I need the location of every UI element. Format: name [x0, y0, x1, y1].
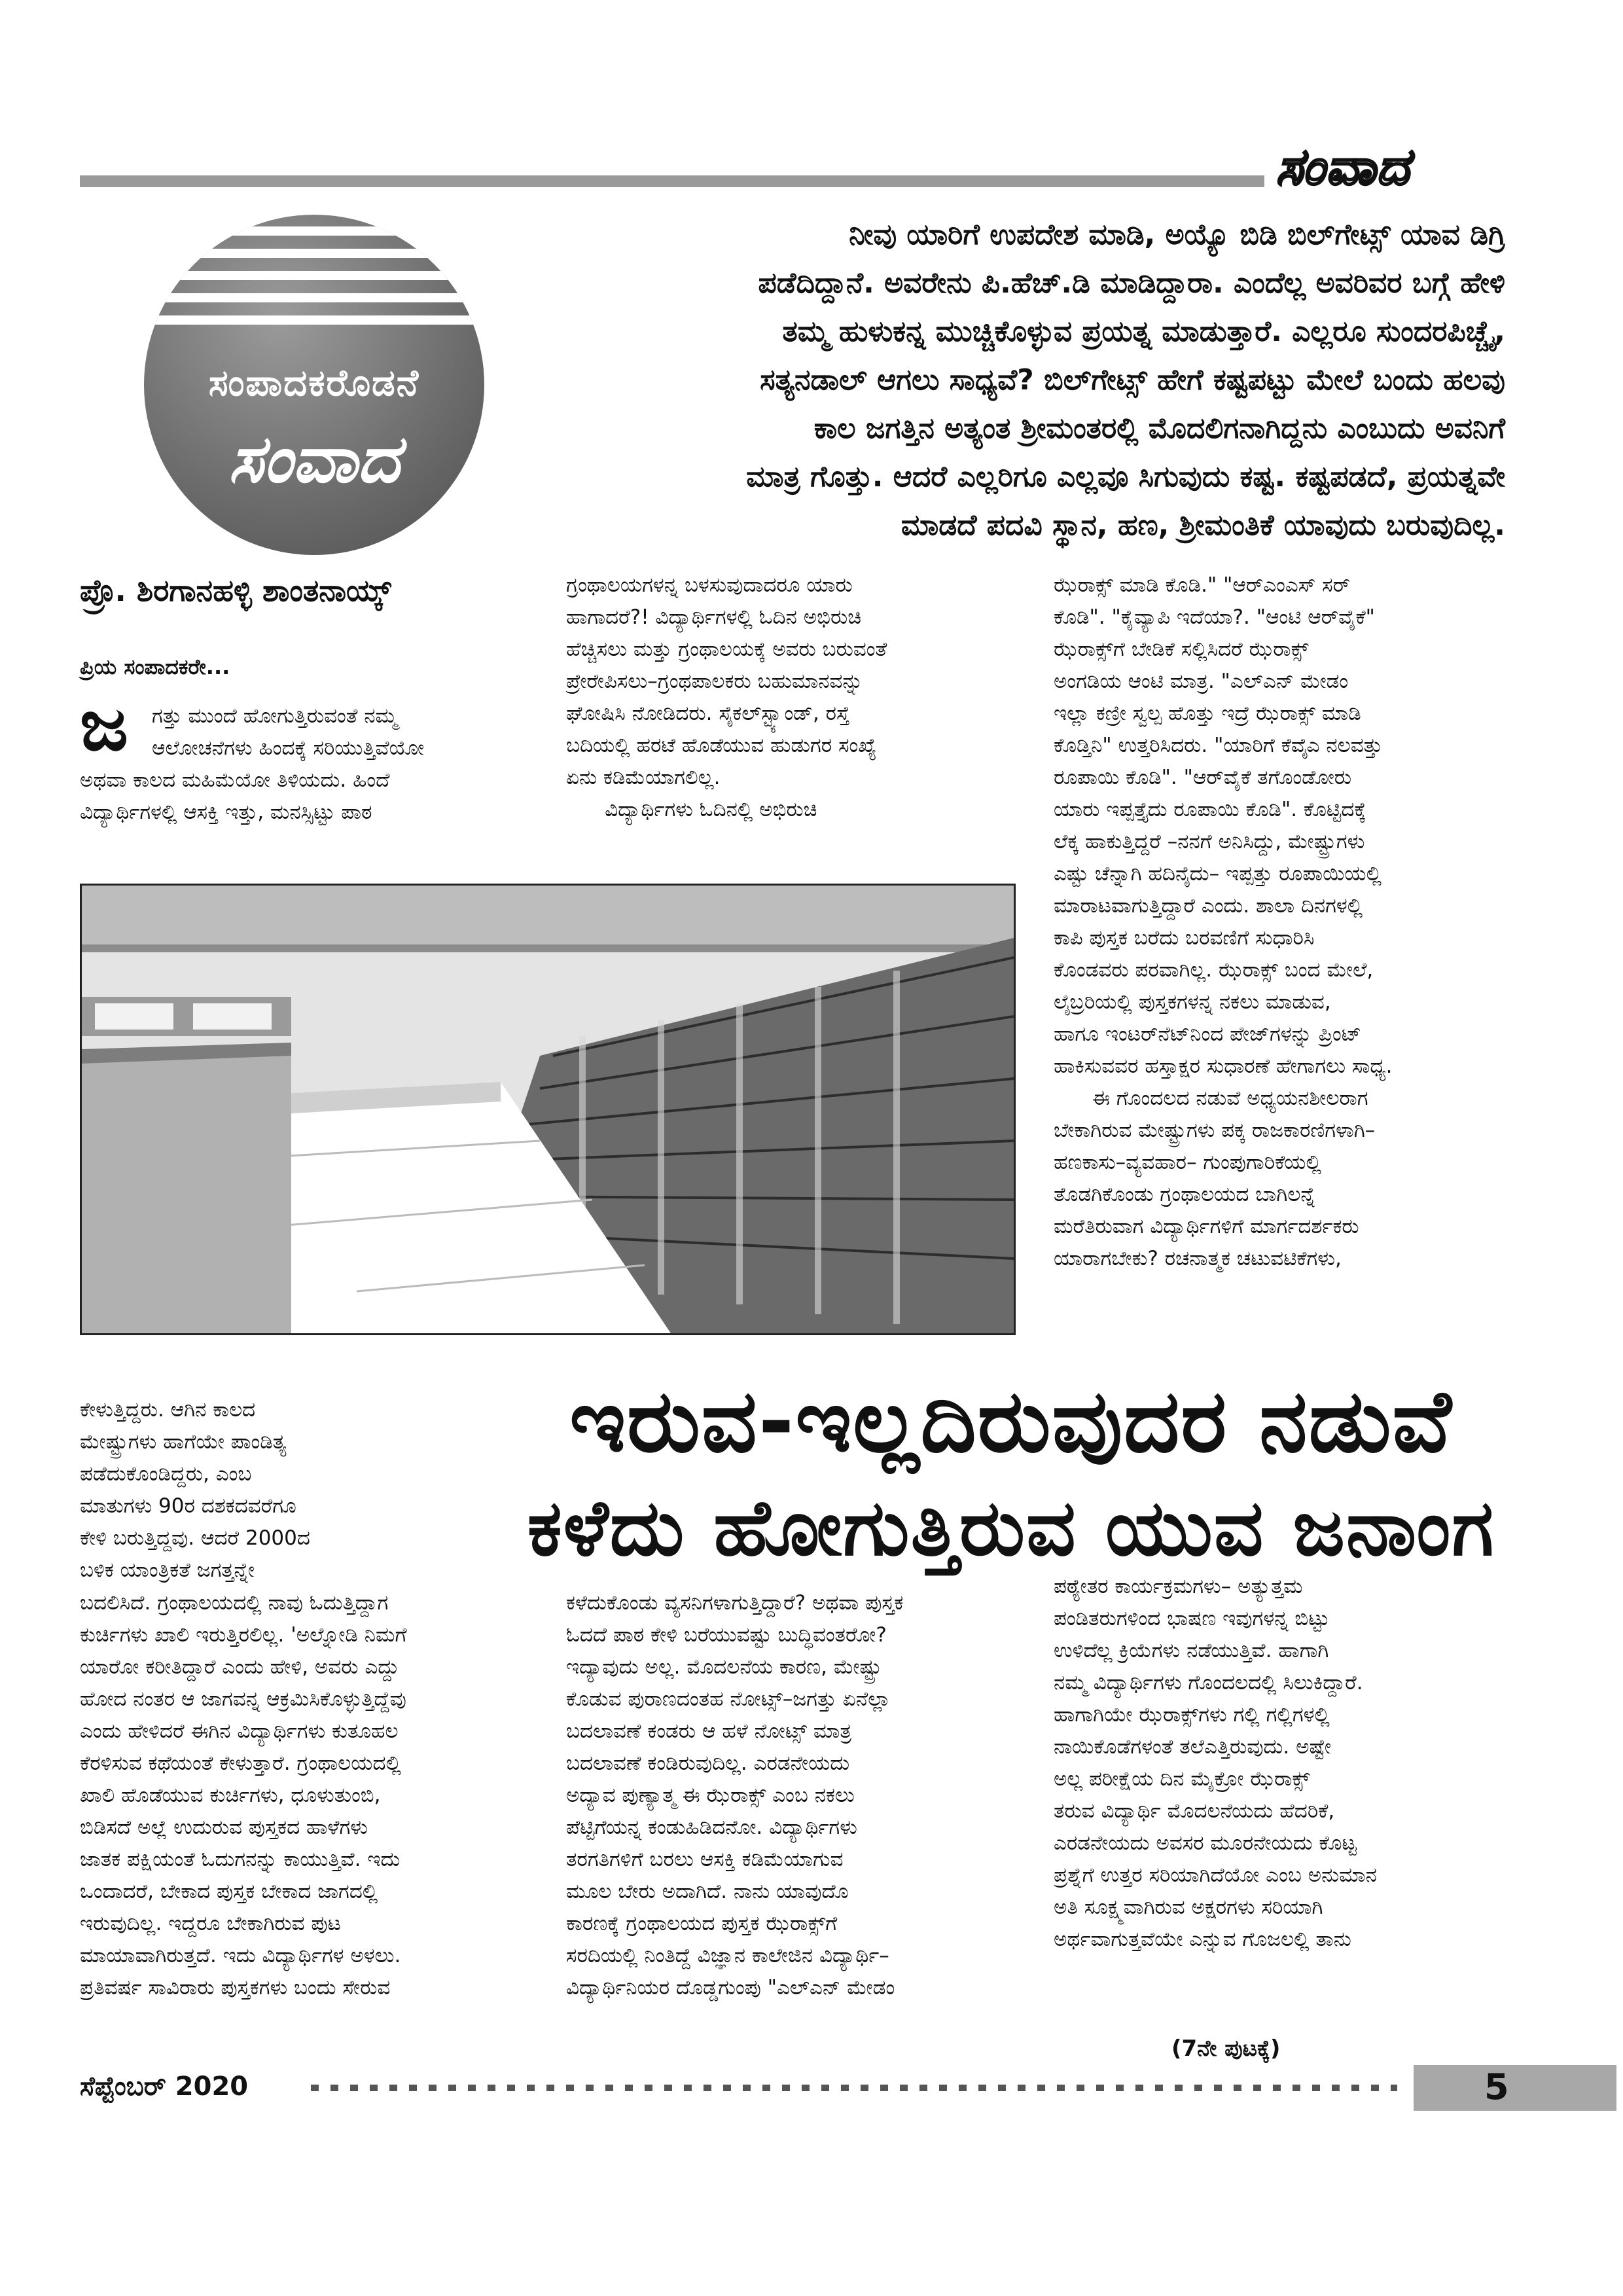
text-line: ಬದಲಾವಣೆ ಕಂಡರು ಆ ಹಳೆ ನೋಟ್ಸ್ ಮಾತ್ರ — [566, 1719, 852, 1743]
text-line: ಝೆರಾಕ್ಸ್‌ಗೆ ಬೇಡಿಕೆ ಸಲ್ಲಿಸಿದರೆ ಝೆರಾಕ್ಸ್ — [1054, 637, 1309, 661]
text-line: ನಮ್ಮ ವಿದ್ಯಾರ್ಥಿಗಳು ಗೊಂದಲದಲ್ಲಿ ಸಿಲುಕಿದ್ದಾರೆ. — [1054, 1671, 1363, 1695]
text-line: ಲೈಬ್ರರಿಯಲ್ಲಿ ಪುಸ್ತಕಗಳನ್ನ ನಕಲು ಮಾಡುವ, — [1054, 990, 1331, 1014]
text-line: ಇಲ್ಲಾ ಕಣ್ರೀ ಸ್ವಲ್ಪ ಹೊತ್ತು ಇದ್ರೆ ಝೆರಾಕ್ಸ್ ಮಾಡಿ — [1054, 702, 1361, 725]
footer-dotted-rule — [311, 2085, 1397, 2091]
badge-stripe — [144, 293, 484, 302]
drop-cap: ಜ — [80, 683, 128, 766]
text-line: ಹೋದ ನಂತರ ಆ ಜಾಗವನ್ನ ಆಕ್ರಮಿಸಿಕೊಳ್ಳುತ್ತಿದ್ದೆವು — [80, 1687, 406, 1711]
header-rule — [80, 175, 1264, 187]
text-line: ಬೇಕಾಗಿರುವ ಮೇಷ್ಟ್ರುಗಳು ಪಕ್ಕ ರಾಜಕಾರಣಿಗಳಾಗಿ– — [1054, 1119, 1376, 1142]
headline-line-2: ಕಳೆದು ಹೋಗುತ್ತಿರುವ ಯುವ ಜನಾಂಗ — [527, 1482, 1495, 1573]
text-line: ಓದದೆ ಪಾಠ ಕೇಳಿ ಬರೆಯುವಷ್ಟು ಬುದ್ಧಿವಂತರೋ? — [566, 1623, 887, 1647]
text-line: ಪಠ್ಯೇತರ ಕಾರ್ಯಕ್ರಮಗಳು– ಅತ್ಯುತ್ತಮ — [1054, 1575, 1303, 1598]
text-line: ಬಳಿಕ ಯಾಂತ್ರಿಕತೆ ಜಗತ್ತನ್ನೇ — [80, 1558, 255, 1582]
text-line: ಮೇಷ್ಟ್ರುಗಳು ಹಾಗೆಯೇ ಪಾಂಡಿತ್ಯ — [80, 1430, 287, 1454]
text-line: ಯಾರು ಇಪ್ಪತ್ತೈದು ರೂಪಾಯಿ ಕೊಡಿ". ಕೊಟ್ಟಿದಕ್ಕೆ — [1054, 798, 1366, 821]
text-line: ಕಾಪಿ ಪುಸ್ತಕ ಬರೆದು ಬರವಣಿಗೆ ಸುಧಾರಿಸಿ — [1054, 926, 1315, 950]
text-line: ಕಳೆದುಕೊಂಡು ವ್ಯಸನಿಗಳಾಗುತ್ತಿದ್ದಾರೆ? ಅಥವಾ ಪುಸ್ತಕ — [566, 1591, 904, 1615]
text-line: ಲೆಕ್ಕ ಹಾಕುತ್ತಿದ್ದರೆ –ನನಗೆ ಅನಿಸಿದ್ದು, ಮೇಷ್ಟ್ರುಗಳು — [1054, 830, 1365, 853]
intro-line: ಸತ್ಯನಡಾಲ್ ಆಗಲು ಸಾಧ್ಯವೆ? ಬಿಲ್‌ಗೇಟ್ಸ್ ಹೇಗೆ ಕಷ್ಟಪಟ್ಟು ಮೇಲೆ ಬಂದು ಹಲವು — [760, 363, 1505, 397]
text-line: ಅದ್ಯಾವ ಪುಣ್ಯಾತ್ಮ ಈ ಝೆರಾಕ್ಸ್ ಎಂಬ ನಕಲು — [566, 1784, 855, 1807]
text-line: ಬದಲಿಸಿದೆ. ಗ್ರಂಥಾಲಯದಲ್ಲಿ ನಾವು ಓದುತ್ತಿದ್ದಾಗ — [80, 1591, 389, 1615]
headline-line-1: ಇರುವ-ಇಲ್ಲದಿರುವುದರ ನಡುವೆ — [569, 1371, 1453, 1472]
column-1-top-rest — [80, 764, 389, 829]
column-1-bottom-narrow — [80, 1394, 310, 1587]
text-line: ತರಗತಿಗಳಿಗೆ ಬರಲು ಆಸಕ್ತಿ ಕಡಿಮೆಯಾಗುವ — [566, 1848, 844, 1871]
intro-line: ಮಾತ್ರ ಗೊತ್ತು. ಆದರೆ ಎಲ್ಲರಿಗೂ ಎಲ್ಲವೂ ಸಿಗುವುದು ಕಷ್ಟ. ಕಷ್ಟಪಡದೆ, ಪ್ರಯತ್ನವೇ — [746, 460, 1505, 493]
text-line: ಈ ಗೊಂದಲದ ನಡುವೆ ಅಧ್ಯಯನಶೀಲರಾಗ — [1054, 1086, 1368, 1110]
text-line: ವಿದ್ಯಾರ್ಥಿಗಳಲ್ಲಿ ಆಸಕ್ತಿ ಇತ್ತು, ಮನಸ್ಸಿಟ್ಟು ಪಾಠ — [80, 800, 372, 824]
text-line: ಘೋಷಿಸಿ ನೋಡಿದರು. ಸೈಕಲ್‌ಸ್ಟ್ಯಾಂಡ್, ರಸ್ತೆ — [566, 702, 850, 725]
text-line: ಮಾರಾಟವಾಗುತ್ತಿದ್ದಾರೆ ಎಂದು. ಶಾಲಾ ದಿನಗಳಲ್ಲಿ — [1054, 894, 1363, 918]
editorial-badge — [144, 215, 484, 555]
column-1-top — [152, 700, 424, 764]
column-3-bottom — [1054, 1571, 1377, 1956]
text-line: ಕೆರಳಿಸುವ ಕಥೆಯಂತೆ ಕೇಳುತ್ತಾರೆ. ಗ್ರಂಥಾಲಯದಲ್ಲಿ — [80, 1751, 401, 1775]
text-line: ಮಾಯಾವಾಗಿರುತ್ತದೆ. ಇದು ವಿದ್ಯಾರ್ಥಿಗಳ ಅಳಲು. — [80, 1944, 401, 1967]
text-line: ಅರ್ಥವಾಗುತ್ತವೆಯೇ ಎನ್ನುವ ಗೊಜಲಲ್ಲಿ ತಾನು — [1054, 1928, 1351, 1951]
text-line: ಅಂಗಡಿಯ ಆಂಟಿ ಮಾತ್ರ. "ಎಲ್‌ಎನ್ ಮೇಡಂ — [1054, 670, 1349, 693]
text-line: ಬಿಡಿಸದೆ ಅಲ್ಲೆ ಉದುರುವ ಪುಸ್ತಕದ ಹಾಳೆಗಳು — [80, 1816, 368, 1839]
intro-paragraph — [524, 211, 1505, 550]
page-number-box — [1414, 2065, 1616, 2111]
text-line: ಆಲೋಚನೆಗಳು ಹಿಂದಕ್ಕೆ ಸರಿಯುತ್ತಿವೆಯೋ — [152, 736, 425, 760]
intro-line: ಕಾಲ ಜಗತ್ತಿನ ಅತ್ಯಂತ ಶ್ರೀಮಂತರಲ್ಲಿ ಮೊದಲಿಗನಾಗಿದ್ದನು ಎಂಬುದು ಅವನಿಗೆ — [813, 412, 1505, 445]
text-line: ಕೊಡುವ ಪುರಾಣದಂತಹ ನೋಟ್ಸ್–ಜಗತ್ತು ಏನೆಲ್ಲಾ — [566, 1687, 891, 1711]
text-line: ಕೊಡ್ತಿನಿ" ಉತ್ತರಿಸಿದರು. "ಯಾರಿಗೆ ಕೆವೈಎ ನಲವತ್ತು — [1054, 734, 1383, 757]
text-line: ಎರಡನೇಯದು ಅವಸರ ಮೂರನೇಯದು ಕೊಟ್ಟ — [1054, 1831, 1357, 1855]
text-line: ಹೆಚ್ಚಿಸಲು ಮತ್ತು ಗ್ರಂಥಾಲಯಕ್ಕೆ ಅವರು ಬರುವಂತೆ — [566, 637, 887, 661]
text-line: ಕೊಂಡವರು ಪರವಾಗಿಲ್ಲ. ಝೆರಾಕ್ಸ್ ಬಂದ ಮೇಲೆ, — [1054, 958, 1374, 982]
text-line: ಅತಿ ಸೂಕ್ಷ್ಮವಾಗಿರುವ ಅಕ್ಷರಗಳು ಸರಿಯಾಗಿ — [1054, 1895, 1323, 1919]
text-line: ವಿದ್ಯಾರ್ಥಿನಿಯರ ದೊಡ್ಡಗುಂಪು "ಎಲ್‌ಎನ್ ಮೇಡಂ — [566, 1976, 895, 2000]
intro-line: ಮಾಡದೆ ಪದವಿ ಸ್ಥಾನ, ಹಣ, ಶ್ರೀಮಂತಿಕೆ ಯಾವುದು ಬರುವುದಿಲ್ಲ. — [901, 509, 1505, 542]
text-line: ತರುವ ವಿದ್ಯಾರ್ಥಿ ಮೊದಲನೆಯದು ಹೆದರಿಕೆ, — [1054, 1799, 1335, 1823]
intro-line: ತಮ್ಮ ಹುಳುಕನ್ನ ಮುಚ್ಚಿಕೊಳ್ಳುವ ಪ್ರಯತ್ನ ಮಾಡುತ್ತಾರೆ. ಎಲ್ಲರೂ ಸುಂದರಪಿಚ್ಚೈ, — [782, 315, 1505, 348]
text-line: ಕೊಡಿ". "ಕೈವ್ಯಾಪಿ ಇದೆಯಾ?. "ಆಂಟಿ ಆರ್‌ವೈಕೆ" — [1054, 605, 1375, 629]
text-line: ಎಂದು ಹೇಳಿದರೆ ಈಗಿನ ವಿದ್ಯಾರ್ಥಿಗಳು ಕುತೂಹಲ — [80, 1719, 399, 1743]
library-photo — [80, 884, 1016, 1335]
badge-stripe — [144, 315, 484, 325]
text-line: ವಿದ್ಯಾರ್ಥಿಗಳು ಓದಿನಲ್ಲಿ ಅಭಿರುಚಿ — [566, 798, 817, 821]
text-line: ಪ್ರೇರೇಪಿಸಲು–ಗ್ರಂಥಪಾಲಕರು ಬಹುಮಾನವನ್ನು — [566, 670, 863, 693]
column-3 — [1054, 569, 1393, 1275]
text-line: ಮರೆತಿರುವಾಗ ವಿದ್ಯಾರ್ಥಿಗಳಿಗೆ ಮಾರ್ಗದರ್ಶಕರು — [1054, 1215, 1359, 1238]
library-illustration — [82, 886, 1014, 1333]
text-line: ಗತ್ತು ಮುಂದೆ ಹೋಗುತ್ತಿರುವಂತೆ ನಮ್ಮ — [152, 704, 398, 728]
text-line: ಕೇಳುತ್ತಿದ್ದರು. ಆಗಿನ ಕಾಲದ — [80, 1398, 256, 1422]
text-line: ಝೆರಾಕ್ಸ್ ಮಾಡಿ ಕೊಡಿ." "ಆರ್‌ಎಂಎಸ್ ಸರ್ — [1054, 573, 1351, 597]
badge-title: ಸಂಪಾದಕರೊಡನೆ — [208, 362, 420, 404]
text-line: ಪ್ರಶ್ನೆಗೆ ಉತ್ತರ ಸರಿಯಾಗಿದೆಯೋ ಎಂಬ ಅನುಮಾನ — [1054, 1863, 1377, 1887]
text-line: ಎಷ್ಟು ಚೆನ್ನಾಗಿ ಹದಿನೈದು– ಇಪ್ಪತ್ತು ರೂಪಾಯಿಯಲ್ಲಿ — [1054, 862, 1382, 886]
text-line: ಉಳಿದೆಲ್ಲ ಕ್ರಿಯೆಗಳು ನಡೆಯುತ್ತಿವೆ. ಹಾಗಾಗಿ — [1054, 1639, 1329, 1662]
text-line: ಖಾಲಿ ಹೊಡೆಯುವ ಕುರ್ಚಿಗಳು, ಧೂಳುತುಂಬಿ, — [80, 1784, 381, 1807]
text-line: ಮೂಲ ಬೇರು ಅದಾಗಿದೆ. ನಾನು ಯಾವುದೊ — [566, 1880, 849, 1903]
intro-line: ಪಡೆದಿದ್ದಾನೆ. ಅವರೇನು ಪಿ.ಹೆಚ್.ಡಿ ಮಾಡಿದ್ದಾರಾ. ಎಂದೆಲ್ಲ ಅವರಿವರ ಬಗ್ಗೆ ಹೇಳಿ — [758, 266, 1505, 300]
text-line: ಪಡೆದುಕೊಂಡಿದ್ದರು, ಎಂಬ — [80, 1462, 252, 1486]
text-line: ಕಾರಣಕ್ಕೆ ಗ್ರಂಥಾಲಯದ ಪುಸ್ತಕ ಝೆರಾಕ್ಸ್‌ಗೆ — [566, 1912, 838, 1935]
text-line: ಹಾಗಾದರೆ?! ವಿದ್ಯಾರ್ಥಿಗಳಲ್ಲಿ ಓದಿನ ಅಭಿರುಚಿ — [566, 605, 862, 629]
badge-stripe — [144, 226, 484, 236]
intro-line: ನೀವು ಯಾರಿಗೆ ಉಪದೇಶ ಮಾಡಿ, ಅಯ್ಯೊ ಬಿಡಿ ಬಿಲ್‌ಗೇಟ್ಸ್ ಯಾವ ಡಿಗ್ರಿ — [849, 218, 1505, 251]
badge-subtitle: ಸಂವಾದ — [228, 421, 400, 497]
text-line: ಹಣಕಾಸು–ವ್ಯವಹಾರ– ಗುಂಪುಗಾರಿಕೆಯಲ್ಲಿ — [1054, 1151, 1321, 1174]
text-line: ಮಾತುಗಳು 90ರ ದಶಕದವರೆಗೂ — [80, 1494, 296, 1518]
text-line: ತೊಡಗಿಕೊಂಡು ಗ್ರಂಥಾಲಯದ ಬಾಗಿಲನ್ನೆ — [1054, 1183, 1316, 1206]
text-line: ಹಾಗೂ ಇಂಟರ್‌ನೆಟ್‌ನಿಂದ ಪೇಜ್‌ಗಳನ್ನು ಪ್ರಿಂಟ್ — [1054, 1022, 1362, 1046]
text-line: ಪೆಟ್ಟಿಗೆಯನ್ನ ಕಂಡುಹಿಡಿದನೋ. ವಿದ್ಯಾರ್ಥಿಗಳು — [566, 1816, 857, 1839]
text-line: ಬದಿಯಲ್ಲಿ ಹರಟೆ ಹೊಡೆಯುವ ಹುಡುಗರ ಸಂಖ್ಯೆ — [566, 734, 877, 757]
page-number: 5 — [1484, 2066, 1509, 2108]
column-2-top — [566, 569, 887, 826]
text-line: ನಾಯಿಕೊಡೆಗಳಂತೆ ತಲೆಎತ್ತಿರುವುದು. ಅಷ್ಟೇ — [1054, 1735, 1332, 1759]
footer-date: ಸೆಪ್ಟೆಂಬರ್ 2020 — [80, 2072, 249, 2102]
badge-stripe — [144, 249, 484, 258]
text-line: ಪ್ರತಿವರ್ಷ ಸಾವಿರಾರು ಪುಸ್ತಕಗಳು ಬಂದು ಸೇರುವ — [80, 1976, 391, 2000]
text-line: ಇದ್ಯಾವುದು ಅಲ್ಲ. ಮೊದಲನೆಯ ಕಾರಣ, ಮೇಷ್ಟ್ರು — [566, 1655, 882, 1679]
text-line: ರೂಪಾಯಿ ಕೊಡಿ". "ಆರ್‌ವೈಕೆ ತಗೊಂಡೋರು — [1054, 766, 1352, 789]
text-line: ಪಂಡಿತರುಗಳಿಂದ ಭಾಷಣ ಇವುಗಳನ್ನ ಬಿಟ್ಟು — [1054, 1607, 1330, 1630]
text-line: ಅಥವಾ ಕಾಲದ ಮಹಿಮೆಯೋ ತಿಳಿಯದು. ಹಿಂದೆ — [80, 768, 390, 792]
text-line: ಸರದಿಯಲ್ಲಿ ನಿಂತಿದ್ದೆ ವಿಜ್ಞಾನ ಕಾಲೇಜಿನ ವಿದ್ಯಾರ್ಥಿ– — [566, 1944, 889, 1967]
text-line: ಕೇಳಿ ಬರುತ್ತಿದ್ದವು. ಆದರೆ 2000ದ — [80, 1526, 310, 1550]
continued-note: (7ನೇ ಪುಟಕ್ಕೆ) — [1171, 2036, 1281, 2062]
column-2-bottom — [566, 1587, 903, 2004]
text-line: ಒಂದಾದರೆ, ಬೇಕಾದ ಪುಸ್ತಕ ಬೇಕಾದ ಜಾಗದಲ್ಲಿ — [80, 1880, 378, 1903]
masthead-logo: ಸಂವಾದ — [1276, 137, 1410, 196]
text-line: ಗ್ರಂಥಾಲಯಗಳನ್ನ ಬಳಸುವುದಾದರೂ ಯಾರು — [566, 573, 853, 597]
author-name: ಪ್ರೊ. ಶಿರಗಾನಹಳ್ಳಿ ಶಾಂತನಾಯ್ಕ್ — [80, 573, 391, 608]
text-line: ಹಾಕಿಸುವವರ ಹಸ್ತಾಕ್ಷರ ಸುಧಾರಣೆ ಹೇಗಾಗಲು ಸಾಧ್ಯ. — [1054, 1054, 1393, 1078]
text-line: ಅಲ್ಲ ಪರೀಕ್ಷೆಯ ದಿನ ಮೈಕ್ರೋ ಝೆರಾಕ್ಸ್ — [1054, 1767, 1310, 1791]
salutation: ಪ್ರಿಯ ಸಂಪಾದಕರೇ... — [80, 655, 230, 679]
text-line: ಯಾರೋ ಕರೀತಿದ್ದಾರೆ ಎಂದು ಹೇಳಿ, ಅವರು ಎದ್ದು — [80, 1655, 399, 1679]
column-1-bottom — [80, 1587, 407, 2004]
text-line: ಏನು ಕಡಿಮೆಯಾಗಲಿಲ್ಲ. — [566, 766, 721, 789]
text-line: ಹಾಗಾಗಿಯೇ ಝೆರಾಕ್ಸ್‌ಗಳು ಗಲ್ಲಿ ಗಲ್ಲಿಗಳಲ್ಲಿ — [1054, 1703, 1330, 1727]
text-line: ಯಾರಾಗಬೇಕು? ರಚನಾತ್ಮಕ ಚಟುವಟಿಕೆಗಳು, — [1054, 1247, 1342, 1270]
badge-stripe — [144, 271, 484, 280]
text-line: ಜಾತಕ ಪಕ್ಷಿಯಂತೆ ಓದುಗನನ್ನು ಕಾಯುತ್ತಿವೆ. ಇದು — [80, 1848, 401, 1871]
text-line: ಇರುವುದಿಲ್ಲ. ಇದ್ದರೂ ಬೇಕಾಗಿರುವ ಪುಟ — [80, 1912, 341, 1935]
text-line: ಬದಲಾವಣೆ ಕಂಡಿರುವುದಿಲ್ಲ. ಎರಡನೇಯದು — [566, 1751, 850, 1775]
text-line: ಕುರ್ಚಿಗಳು ಖಾಲಿ ಇರುತ್ತಿರಲಿಲ್ಲ. 'ಅಲ್ನೋಡಿ ನಿಮಗೆ — [80, 1623, 407, 1647]
